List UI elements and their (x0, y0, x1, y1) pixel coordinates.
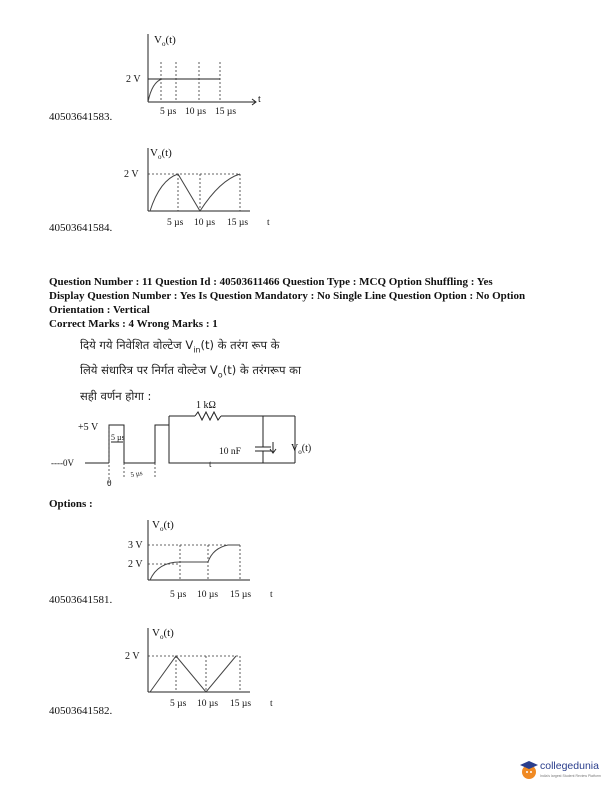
graduate-icon (519, 759, 539, 781)
level-low-label: 2 V (128, 559, 143, 570)
graph-title: $V_o(t)$ (152, 627, 174, 641)
circuit-diagram (49, 396, 329, 492)
level-high-label: 3 V (128, 540, 143, 551)
option-id: 40503641581. (49, 594, 113, 606)
capacitor-label: 10 nF (219, 447, 241, 457)
tick-10us: 10 µs (185, 107, 207, 117)
graph-title: $V_o(t)$ (150, 147, 172, 161)
graph-option-584 (110, 140, 280, 235)
graph-option-581 (110, 512, 280, 607)
pulse-width-label: 5 µs (111, 433, 125, 442)
t-label: t (209, 459, 212, 469)
option-id: 40503641583. (49, 111, 113, 123)
graph-option-582 (110, 620, 280, 715)
graph-title: $V_o(t)$ (152, 519, 174, 533)
resistor-label: 1 kΩ (196, 400, 216, 411)
staircase-curve (150, 545, 240, 580)
resistor (195, 412, 221, 420)
tick-5us: 5 µs (170, 699, 187, 709)
plus-5v-label: +5 V (78, 422, 99, 433)
tick-15us: 15 µs (215, 107, 237, 117)
t-label: t (270, 590, 273, 600)
tick-5us: 5 µs (160, 107, 177, 117)
question-meta-line: Display Question Number : Yes Is Question Mandatory : No Single Line Question Option : No Option (49, 290, 526, 302)
zero-v-label: ----0V (51, 458, 74, 468)
marks-line: Correct Marks : 4 Wrong Marks : 1 (49, 318, 218, 330)
tick-15us: 15 µs (230, 699, 252, 709)
tick-10us: 10 µs (194, 218, 216, 228)
question-text: दिये गये निवेशित वोल्टेज $V_{in}(t)$ के तरंग रूप के लिये संधारित्र पर निर्गत वोल्टेज $V_o(t)$ के तरंगरूप का सही वर्णन होगा : (80, 338, 301, 403)
tick-15us: 15 µs (227, 218, 249, 228)
level-label: 2 V (126, 74, 141, 85)
logo-tagline: India's largest Student Review Platform (540, 774, 601, 778)
gap-width-label: 5 µs (129, 469, 144, 479)
tick-15us: 15 µs (230, 590, 252, 600)
linear-triangle-curve (150, 656, 236, 692)
tick-5us: 5 µs (170, 590, 187, 600)
t-label: t (267, 218, 270, 228)
graph-option-583 (110, 28, 280, 123)
option-id: 40503641582. (49, 705, 113, 717)
tick-10us: 10 µs (197, 590, 219, 600)
graph-title: $V_o(t)$ (154, 34, 176, 48)
zero-label: 0 (107, 478, 112, 488)
input-pulse-train (109, 425, 197, 463)
logo-name: collegedunia (540, 760, 599, 772)
level-label: 2 V (125, 651, 140, 662)
option-id: 40503641584. (49, 222, 113, 234)
output-label: $V_o(t)$ (291, 443, 312, 456)
tick-5us: 5 µs (167, 218, 184, 228)
charge-curve (148, 79, 162, 102)
collegedunia-logo (519, 756, 604, 784)
tick-10us: 10 µs (197, 699, 219, 709)
t-label: t (258, 94, 261, 105)
question-meta (49, 275, 589, 317)
options-label: Options : (49, 498, 93, 510)
question-meta-line: Question Number : 11 Question Id : 40503611466 Question Type : MCQ Option Shuffling : Yes (49, 276, 493, 288)
t-label: t (270, 699, 273, 709)
question-meta-line: Orientation : Vertical (49, 304, 150, 316)
triangular-curve (150, 174, 240, 211)
level-label: 2 V (124, 169, 139, 180)
